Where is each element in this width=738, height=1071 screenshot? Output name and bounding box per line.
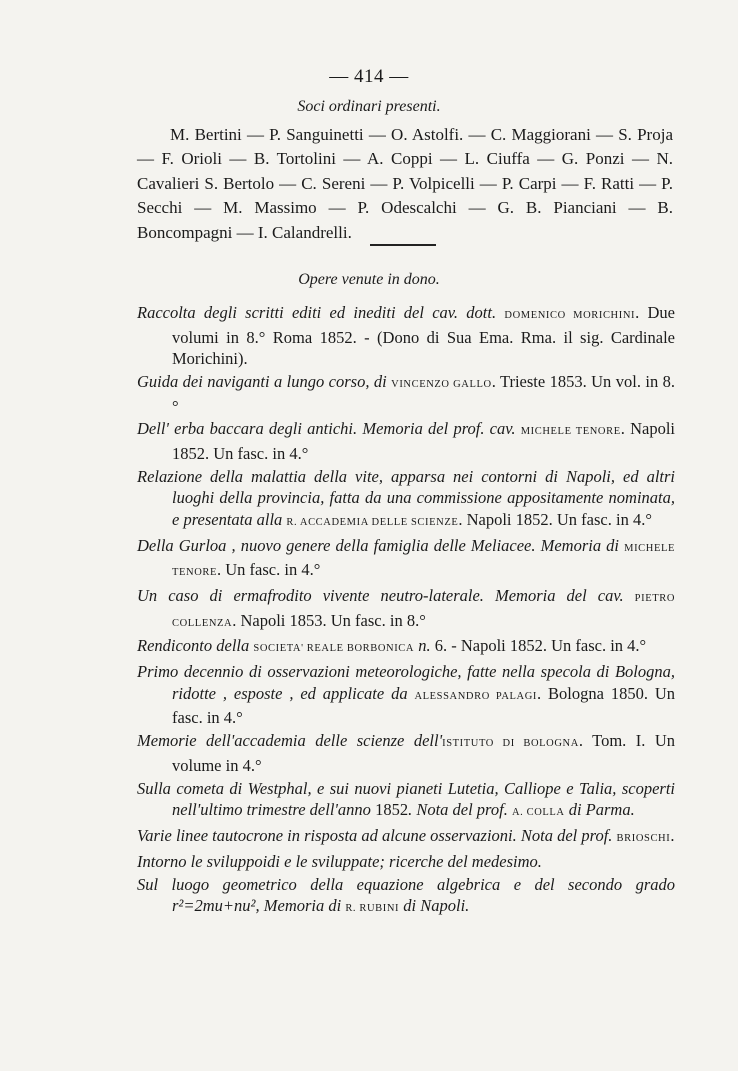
list-item: Dell' erba baccara degli antichi. Memoria del prof. cav. MICHELE TENORE. Napoli 1852. Un fasc. in 4.° xyxy=(137,419,675,463)
list-item: Raccolta degli scritti editi ed inediti del cav. dott. DOMENICO MORICHINI. Due volumi in 8.° Roma 1852. - (Dono di Sua Ema. Rma. il sig. Cardinale Morichini). xyxy=(137,303,676,369)
list-item: Memorie dell'accademia delle scienze dell'ISTITUTO DI BOLOGNA. Tom. I. Un volume in 4.° xyxy=(137,731,675,775)
divider-rule xyxy=(370,244,436,246)
list-item: Intorno le sviluppoidi e le sviluppate; ricerche del medesimo. xyxy=(137,851,542,871)
list-item: Relazione della malattia della vite, apparsa nei contorni di Napoli, ed altri luoghi della provincia, fatta da una commissione appositamente nominata, e presentata alla R. ACCADEMIA DELLE SCIENZE. Napoli 1852. Un fasc. in 4.° xyxy=(137,466,675,529)
gifts-list xyxy=(137,302,675,921)
page-number: — 414 — xyxy=(329,66,409,87)
list-item: Un caso di ermafrodito vivente neutro-laterale. Memoria del cav. PIETRO COLLENZA. Napoli 1853. Un fasc. in 8.° xyxy=(137,586,676,630)
list-item: Primo decennio di osservazioni meteorologiche, fatte nella specola di Bologna, ridotte , esposte , ed applicate da ALESSANDRO PALAGI. Bologna 1850. Un fasc. in 4.° xyxy=(137,662,675,728)
list-item: Della Gurloa , nuovo genere della famiglia delle Meliacee. Memoria di MICHELE TENORE. Un fasc. in 4.° xyxy=(137,535,676,580)
list-item: Rendiconto della SOCIETA' REALE BORBONICA n. 6. - Napoli 1852. Un fasc. in 4.° xyxy=(137,636,647,656)
list-item: Varie linee tautocrone in risposta ad alcune osservazioni. Nota del prof. BRIOSCHI. xyxy=(137,825,675,845)
list-item: Guida dei naviganti a lungo corso, di VINCENZO GALLO. Trieste 1853. Un vol. in 8.° xyxy=(137,371,675,416)
list-item: Sul luogo geometrico della equazione algebrica e del secondo grado r²=2mu+nu², Memoria di R. RUBINI di Napoli. xyxy=(137,874,675,916)
list-item: Sulla cometa di Westphal, e sui nuovi pianeti Lutetia, Calliope e Talia, scoperti nell'ultimo trimestre dell'anno 1852. Nota del prof. A. COLLA di Parma. xyxy=(137,778,675,820)
gifts-heading: Opere venute in dono. xyxy=(298,271,440,288)
members-heading: Soci ordinari presenti. xyxy=(297,98,441,115)
members-list: M. Bertini — P. Sanguinetti — O. Astolfi. — C. Maggiorani — S. Proja — F. Orioli — B. Tortolini — A. Coppi — L. Ciuffa — G. Ponzi — N. Cavalieri S. Bertolo — C. Sereni — P. Volpicelli — P. Carpi — F. Ratti — P. Secchi — M. Massimo — P. Odescalchi — G. B. Pianciani — B. Boncompagni — I. Calandrelli. xyxy=(137,125,673,242)
